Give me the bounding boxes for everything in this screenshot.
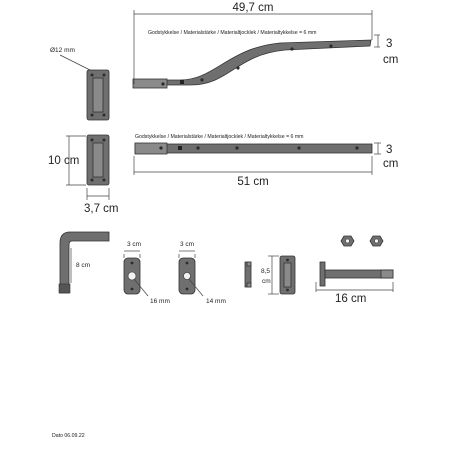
- bottom-height-unit: cm: [383, 158, 399, 170]
- straight-strap-hinge: [135, 143, 372, 154]
- pintle-plate-top: [87, 70, 109, 120]
- latch-height-number: 8,5: [261, 268, 271, 275]
- top-length-label: 49,7 cm: [232, 2, 274, 14]
- bolt: [320, 262, 393, 286]
- pin-diameter-label: Ø12 mm: [50, 47, 75, 54]
- top-thickness-note: Godstykkelse / Materialstärke / Materialtjocklek / Materialtykkelse = 6 mm: [148, 30, 317, 36]
- plate1-hole-label: 16 mm: [150, 298, 170, 305]
- bolt-length-dimension: [316, 282, 393, 292]
- curved-strap-hinge: [133, 40, 371, 88]
- plate2-hole-label: 14 mm: [206, 298, 226, 305]
- latch-keeper: [280, 256, 295, 294]
- top-height-unit: cm: [383, 54, 399, 66]
- bottom-height-number: 3: [386, 144, 393, 156]
- latch-height-dimension: [268, 256, 279, 294]
- plate-width-dimension: [87, 188, 109, 200]
- plate1-width-label: 3 cm: [127, 241, 142, 248]
- pin-leader-line: [60, 55, 94, 72]
- latch-height-unit: cm: [262, 278, 271, 285]
- latch-staple: [245, 262, 251, 287]
- hook-length-label: 8 cm: [76, 262, 91, 269]
- bottom-length-dimension: [134, 156, 372, 175]
- nut-right: [370, 236, 383, 246]
- plate2-width-dimension: [179, 251, 195, 258]
- pin-plate-14mm: [179, 258, 195, 294]
- date-label: Dato 06.09.22: [52, 433, 85, 439]
- bottom-length-label: 51 cm: [237, 176, 269, 188]
- plate-height-label: 10 cm: [48, 155, 80, 167]
- top-height-dimension: [374, 35, 380, 47]
- plate2-width-label: 3 cm: [180, 241, 195, 248]
- bottom-height-dimension: [374, 143, 381, 154]
- pintle-plate-bottom: [87, 135, 109, 185]
- pin-plate-16mm: [124, 258, 140, 294]
- plate-width-label: 3,7 cm: [84, 203, 119, 215]
- bolt-length-label: 16 cm: [335, 293, 367, 305]
- top-height-number: 3: [386, 38, 393, 50]
- bottom-thickness-note: Godstykkelse / Materialstärke / Materialtjocklek / Materialtykkelse = 6 mm: [135, 134, 304, 140]
- plate1-width-dimension: [124, 251, 140, 258]
- nut-left: [341, 236, 354, 246]
